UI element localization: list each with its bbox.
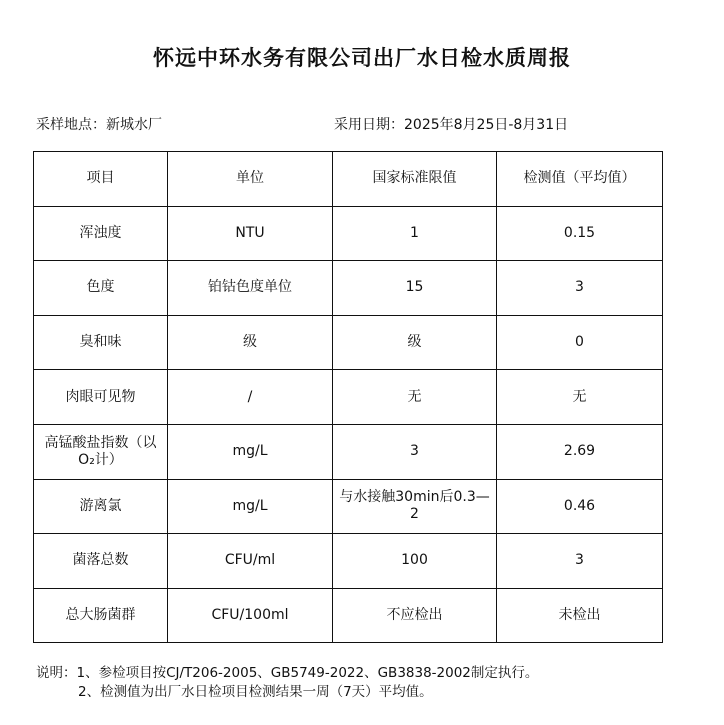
table-row bbox=[34, 206, 663, 261]
table-row bbox=[34, 424, 663, 479]
row-item: 总大肠菌群 bbox=[34, 588, 168, 643]
row-value: 3 bbox=[497, 534, 663, 589]
sampling-date: 采用日期：2025年8月25日-8月31日 bbox=[334, 117, 569, 133]
row-item: 游离氯 bbox=[34, 479, 168, 534]
table-row bbox=[34, 534, 663, 589]
row-limit: 100 bbox=[333, 534, 497, 589]
row-limit: 不应检出 bbox=[333, 588, 497, 643]
row-limit: 级 bbox=[333, 315, 497, 370]
row-item: 色度 bbox=[34, 261, 168, 316]
row-unit: 铂钴色度单位 bbox=[168, 261, 333, 316]
row-unit: mg/L bbox=[168, 424, 333, 479]
row-unit: NTU bbox=[168, 206, 333, 261]
row-value: 0.46 bbox=[497, 479, 663, 534]
table-header-row bbox=[34, 152, 663, 207]
row-limit: 3 bbox=[333, 424, 497, 479]
sampling-location: 采样地点：新城水厂 bbox=[36, 117, 162, 133]
row-value: 2.69 bbox=[497, 424, 663, 479]
row-limit: 无 bbox=[333, 370, 497, 425]
row-value: 3 bbox=[497, 261, 663, 316]
row-value: 0 bbox=[497, 315, 663, 370]
table-row bbox=[34, 588, 663, 643]
table-row bbox=[34, 315, 663, 370]
row-unit: CFU/100ml bbox=[168, 588, 333, 643]
row-unit: 级 bbox=[168, 315, 333, 370]
row-unit: CFU/ml bbox=[168, 534, 333, 589]
row-item: 肉眼可见物 bbox=[34, 370, 168, 425]
header-value: 检测值（平均值） bbox=[497, 152, 663, 207]
row-item: 高锰酸盐指数（以O₂计） bbox=[34, 424, 168, 479]
row-item: 菌落总数 bbox=[34, 534, 168, 589]
table-row bbox=[34, 261, 663, 316]
row-unit: / bbox=[168, 370, 333, 425]
water-quality-table bbox=[33, 151, 663, 643]
row-value: 0.15 bbox=[497, 206, 663, 261]
header-unit: 单位 bbox=[168, 152, 333, 207]
notes bbox=[36, 664, 538, 702]
row-limit: 1 bbox=[333, 206, 497, 261]
row-value: 无 bbox=[497, 370, 663, 425]
row-limit: 15 bbox=[333, 261, 497, 316]
row-unit: mg/L bbox=[168, 479, 333, 534]
note-line-1: 说明：1、参检项目按CJ/T206-2005、GB5749-2022、GB3838-2002制定执行。 bbox=[36, 665, 539, 681]
note-line-2: 2、检测值为出厂水日检项目检测结果一周（7天）平均值。 bbox=[78, 684, 433, 700]
report-title: 怀远中环水务有限公司出厂水日检水质周报 bbox=[153, 46, 571, 70]
header-item: 项目 bbox=[34, 152, 168, 207]
row-value: 未检出 bbox=[497, 588, 663, 643]
row-limit: 与水接触30min后0.3—2 bbox=[333, 479, 497, 534]
row-item: 浑浊度 bbox=[34, 206, 168, 261]
table-row bbox=[34, 479, 663, 534]
header-limit: 国家标准限值 bbox=[333, 152, 497, 207]
row-item: 臭和味 bbox=[34, 315, 168, 370]
table-row bbox=[34, 370, 663, 425]
